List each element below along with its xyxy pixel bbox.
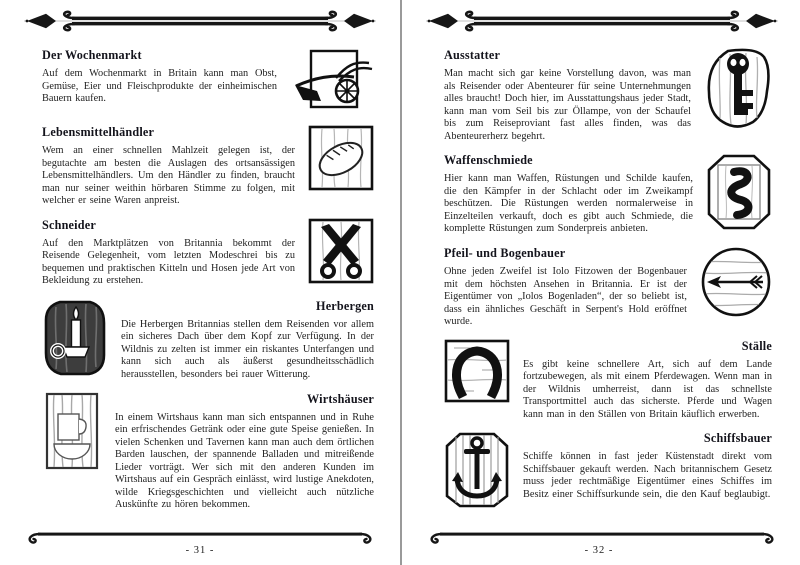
icon-box [308,218,374,289]
section-wochenmarkt [42,48,374,115]
section-heading: Wirtshäuser [307,391,374,406]
section-waffenschmiede [444,153,772,236]
section-bogenbauer [444,246,772,329]
section-heading: Herbergen [316,298,374,313]
scroll-rule-top-icon [426,10,778,32]
section-herbergen [42,299,374,382]
page-32-content [444,48,772,514]
icon-box [700,246,772,323]
section-main [42,48,277,106]
section-heading: Waffenschmiede [444,153,533,167]
section-paragraph: Die Herbergen Britannias stellen dem Reisenden vor allem ein sicheres Dach über dem Kopf zur Verfügung. In der Wildnis zu zelten ist immer ein riskantes Unterfangen und kann sich auch als äußerst gesundheitsschädlich herausstellen, besonders bei rauer Witterung. [121,318,374,380]
serpent-icon [706,153,772,231]
icon-box [704,48,772,135]
icon-box [444,431,510,514]
section-paragraph: Auf den Marktplätzen von Britannia bekommt der Reisende Gelegenheit, vom letzten Modeschrei bis zu bequemen und praktischen Kitteln und Hosen jede Art von Bekleidung zu erstehen. [42,237,295,286]
key-icon [704,48,772,130]
candle-icon [42,299,108,377]
section-paragraph: In einem Wirtshaus kann man sich entspannen und in Ruhe ein erfrischendes Getränk oder eine gute Speise genießen. In vielen Schenken und Tavernen kann man auch dem örtlichen Barden lauschen, der spannende Balladen und mitreißende Lieder vorträgt. Wer sich mit den anderen Kunden im Wirtshaus auf ein Gespräch einlässt, wird lustige Anekdoten, wilde Kriegsgeschichten und vielleicht auch nützliche Auskünfte zu hören bekommen. [115,411,374,510]
page-32 [400,0,798,565]
section-heading: Lebensmittelhändler [42,125,155,139]
icon-box [444,339,510,408]
section-paragraph: Schiffe können in fast jeder Küstenstadt direkt vom Schiffsbauer gekauft werden. Nach britannischem Gesetz muss jeder rechtmäßige Eigentümer eines Schiffes im Besitz einer Schiffsurkunde sein, die den Kauf beglaubigt. [523,451,772,500]
section-lebensmittel [42,125,374,208]
section-main [42,125,295,208]
section-paragraph: Es gibt keine schnellere Art, sich auf dem Lande fortzubewegen, als mit einem Pferdewagen. Wenn man in der Wildnis umherreist, dann ist das schnellste Transportmittel auch das sicherste. Pferde und Wagen kann man in den Ställen von Britain käuflich erwerben. [523,358,772,420]
section-main [523,339,772,422]
arrow-icon [700,246,772,318]
section-schiffsbauer [444,431,772,514]
section-heading: Der Wochenmarkt [42,48,142,62]
section-heading: Schneider [42,217,96,232]
section-main [42,218,295,288]
section-main [444,48,691,143]
section-schneider [42,218,374,289]
section-ausstatter [444,48,772,143]
icon-box [42,392,102,475]
icon-box [42,299,108,382]
scroll-rule-bottom-icon [24,528,376,544]
section-main [115,392,374,512]
horseshoe-icon [444,339,510,403]
page-number: - 32 - [584,545,614,556]
section-heading: Ställe [741,338,772,353]
section-heading: Ausstatter [444,48,501,62]
page-number: - 31 - [185,545,215,556]
anchor-icon [444,431,510,509]
section-paragraph: Auf dem Wochenmarkt in Britain kann man Obst, Gemüse, Eier und Fleischprodukte der einheimischen Bauern kaufen. [42,68,277,104]
section-heading: Schiffsbauer [703,431,772,445]
page-32-footer [426,528,772,557]
section-main [444,153,693,236]
scroll-rule-bottom-icon [426,528,778,544]
section-main [523,431,772,501]
section-heading: Pfeil- und Bogenbauer [444,246,566,260]
section-paragraph: Ohne jeden Zweifel ist Iolo Fitzowen der Bogenbauer mit dem höchsten Ansehen in Britannia. Er ist der Eigentümer von „Iolos Bogenladen“, der so beliebt ist, dass ein ähnliches Geschäft in Serpent's Hold eröffnet wurde. [444,266,687,327]
section-staelle [444,339,772,422]
page-31-content [42,48,374,512]
section-main [444,246,687,329]
icon-box [706,153,772,236]
scroll-rule-top-icon [24,10,376,32]
mug-icon [42,392,102,470]
scissors-icon [308,218,374,284]
section-paragraph: Man macht sich gar keine Vorstellung davon, was man als Reisender oder Abenteurer für seine Unternehmungen alles braucht! Doch hier, im Ausstattungshaus jeder Stadt, kann man vom Seil bis zur Öllampe, von der Schaufel bis zum Reiseproviant fast alles finden, was das Abenteurerherz begehrt. [444,68,691,142]
section-paragraph: Wem an einer schnellen Mahlzeit gelegen ist, der begutachte am besten die Auslagen des ortsansässigen Lebensmittelhändlers. Um den Händler zu finden, braucht man nur seiner weithin hörbaren Stimme zu folgen, mit welcher er seine Waren anpreist. [42,145,295,206]
icon-box [308,125,374,196]
page-31-footer [24,528,376,557]
section-paragraph: Hier kann man Waffen, Rüstungen und Schilde kaufen, die den Kämpfer in der Schlacht oder im Zweikampf beschützen. Die Rüstungen werden normalerweise in Einzelteilen verkauft, doch es gibt auch Schmiede, die komplette Rüstungen zum Sonderpreis anbieten. [444,173,693,234]
bread-icon [308,125,374,191]
icon-box [290,48,374,115]
plow-icon [290,48,374,110]
section-main [121,299,374,382]
section-wirtshaeuser [42,392,374,512]
